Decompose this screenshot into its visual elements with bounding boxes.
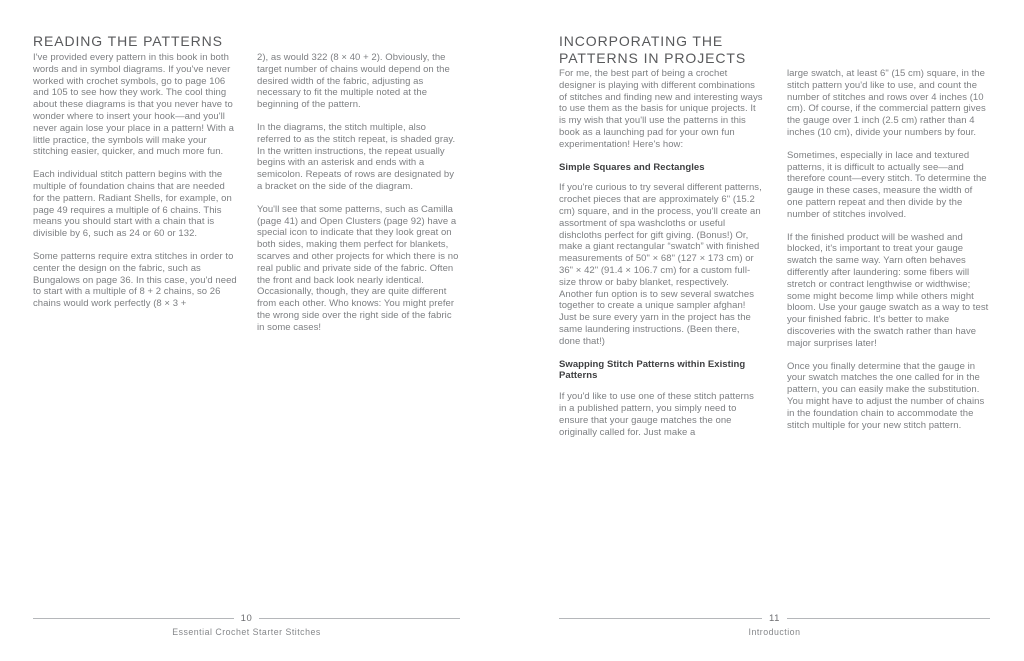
paragraph: If the finished product will be washed and blocked, it's important to treat your gauge swatch the same way. Yarn often behaves differently after laundering: some fibers will stretch or contract lengthwise or widthwise; some might become limp while others might bloom. Use your gauge swatch as a way to test your finished fabric. It's better to make discoveries with the swatch rather than have major surprises later!: [787, 231, 989, 349]
footer-rule: [33, 618, 234, 619]
paragraph: Once you finally determine that the gauge in your swatch matches the one called for in the pattern, you can easily make the substitution. You might have to adjust the number of chains in the foundation chain to accommodate the stitch multiple for your new stitch pattern.: [787, 360, 985, 431]
left-page-footer: [33, 612, 460, 637]
paragraph: In the diagrams, the stitch multiple, also referred to as the stitch repeat, is shaded gray. In the written instructions, the repeat usually begins with an asterisk and ends with a semicolon. Repeats of rows are designated by a bracket on the side of the diagram.: [257, 121, 456, 192]
right-footer-label: Introduction: [748, 627, 801, 637]
left-page-title: READING THE PATTERNS: [33, 33, 223, 49]
subheading-simple-squares: Simple Squares and Rectangles: [559, 161, 705, 173]
right-page-title-line-2: PATTERNS IN PROJECTS: [559, 50, 747, 66]
right-page-number: 11: [768, 613, 781, 624]
footer-rule: [559, 618, 762, 619]
left-footer-label: Essential Crochet Starter Stitches: [172, 627, 321, 637]
paragraph: If you'd like to use one of these stitch patterns in a published pattern, you simply need to ensure that your gauge matches the one originally called for. Just make a: [559, 391, 754, 438]
footer-rule: [259, 618, 460, 619]
paragraph: I've provided every pattern in this book in both words and in symbol diagrams. If you've never worked with crochet symbols, go to page 106 and 105 to see how they work. The cool thing about these diagrams is that you never have to wonder where to insert your hook—and you'll never again lose your place in a pattern! With a little practice, the symbols will make your stitching easier, quicker, and much more fun.: [33, 52, 234, 158]
subheading-swapping-stitch-patterns: Swapping Stitch Patterns within Existing Patterns: [559, 358, 746, 382]
left-page-number: 10: [240, 613, 253, 624]
right-page-column-2: [787, 68, 991, 442]
paragraph: Some patterns require extra stitches in order to center the design on the fabric, such as Bungalows on page 36. In this case, you'd need to start with a multiple of 8 + 2 chains, so 26 chains would work perfectly (8 × 3 +: [33, 250, 237, 310]
right-page-column-1: [559, 68, 763, 449]
paragraph: 2), as would 322 (8 × 40 + 2). Obviously, the target number of chains would depend on the desired width of the fabric, adjusting as necessary to fit the multiple noted at the beginning of the pattern.: [257, 52, 450, 111]
paragraph: Sometimes, especially in lace and textured patterns, it is difficult to actually see—and therefore count—every stitch. To determine the gauge in these cases, measure the width of one pattern repeat and then divide by the number of stitches involved.: [787, 149, 987, 220]
footer-rule: [787, 618, 990, 619]
left-page: [33, 0, 460, 661]
paragraph: large swatch, at least 6" (15 cm) square, in the stitch pattern you'd like to use, and count the number of stitches and rows over 4 inches (10 cm). Of course, if the commercial pattern gives the gauge over 1 inch (2.5 cm) rather than 4 inches (10 cm), divide your numbers by four.: [787, 68, 986, 138]
left-page-column-1: [33, 52, 237, 321]
paragraph: Each individual stitch pattern begins with the multiple of foundation chains that are needed for the pattern. Radiant Shells, for example, on page 49 requires a multiple of 6 chains. This means you should start with a chain that is divisible by 6, such as 24 or 60 or 132.: [33, 169, 232, 240]
right-page-footer: [559, 612, 990, 637]
right-page: [559, 0, 990, 661]
paragraph: If you're curious to try several different patterns, crochet pieces that are approximately 6" (15.2 cm) square, and in the process, you'll create an assortment of spa washcloths or useful dishcloths perfect for gift giving. (Bonus!) Or, make a giant rectangular “swatch” with finished measurements of 50" × 68" (127 × 173 cm) or 36" × 42" (91.4 × 106.7 cm) for a custom full-size throw or baby blanket, respectively. Another fun option is to sew several swatches together to create a unique sampler afghan! Just be sure every yarn in the project has the same laundering instructions. (Been there, done that!): [559, 182, 762, 347]
right-page-title-line-1: INCORPORATING THE: [559, 33, 724, 49]
left-footer-rule-row: [33, 612, 460, 625]
paragraph: For me, the best part of being a crochet designer is playing with different combinations of stitches and finding new and interesting ways to use them as the basis for unique projects. It is my wish that you'll use the patterns in this book as a launching pad for your own fun experimentation! Here's how:: [559, 68, 763, 150]
right-footer-rule-row: [559, 612, 990, 625]
paragraph: You'll see that some patterns, such as Camilla (page 41) and Open Clusters (page 92) have a special icon to indicate that they look great on both sides, making them perfect for blankets, scarves and other projects for which there is no real public and private side of the fabric. Often the front and back look nearly identical. Occasionally, though, they are quite different from each other. Who knows: You might prefer the wrong side over the right side of the fabric in some cases!: [257, 203, 459, 333]
right-page-title: [559, 33, 746, 67]
left-page-column-2: [257, 52, 461, 345]
